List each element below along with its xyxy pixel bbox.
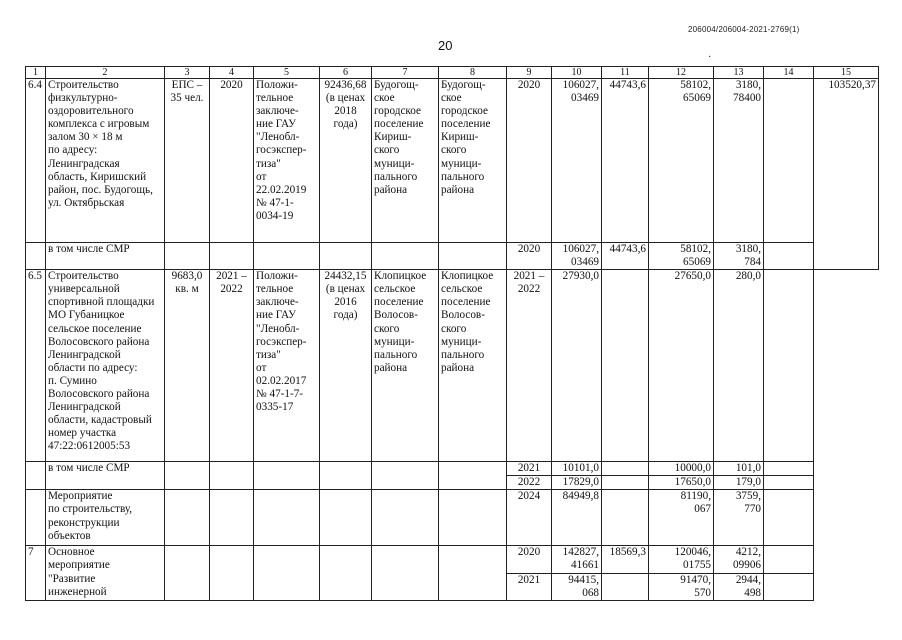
total: 17829,0 (552, 476, 602, 490)
smr-label: в том числе СМР (46, 462, 165, 490)
total: 84949,8 (552, 490, 602, 546)
object-name: Строительство универсальной спортивной площадки МО Губаницкое сельское поселение Волосовского района Ленинградской области по адресу: п. Сумино Волосовского района Ленинградской области, кадастровый номер участка 47:22:0612005:53 (46, 270, 165, 462)
finance-year: 2020 (507, 243, 552, 270)
federal: 18569,3 (602, 546, 649, 573)
expertise: Положи- тельное заключе- ние ГАУ "Ленобл- госэкспер- тиза" от 22.02.2019 № 47-1- 0034-19 (254, 79, 320, 243)
regional: 17650,0 (649, 476, 714, 490)
table-row (26, 546, 879, 573)
col-header: 12 (649, 67, 714, 79)
col-header: 14 (764, 67, 814, 79)
col-header: 13 (714, 67, 764, 79)
row-number: 6.4 (26, 79, 46, 243)
federal (602, 270, 649, 462)
local: 179,0 (714, 476, 764, 490)
finance-year: 2021 (507, 462, 552, 476)
owner: Клопицкое сельское поселение Волосов- ского муници- пального района (439, 270, 507, 462)
regional: 91470, 570 (649, 573, 714, 600)
expertise: Положи- тельное заключе- ние ГАУ "Ленобл- госэкспер- тиза" от 02.02.2017 № 47-1-7- 0335-17 (254, 270, 320, 462)
total: 106027, 03469 (552, 243, 602, 270)
total: 106027, 03469 (552, 79, 602, 243)
header-row (26, 67, 879, 79)
construction-years: 2021 – 2022 (210, 270, 254, 462)
regional: 58102, 65069 (649, 79, 714, 243)
finance-year: 2021 – 2022 (507, 270, 552, 462)
federal (602, 573, 649, 600)
customer: Клопицкое сельское поселение Волосов- ского муници- пального района (372, 270, 439, 462)
table-row (26, 243, 879, 270)
finance-year: 2020 (507, 79, 552, 243)
finance-year: 2020 (507, 546, 552, 573)
row-number: 6.5 (26, 270, 46, 462)
local: 101,0 (714, 462, 764, 476)
local: 3180, 784 (714, 243, 764, 270)
col-header: 8 (439, 67, 507, 79)
finance-year: 2021 (507, 573, 552, 600)
col-header: 11 (602, 67, 649, 79)
estimated-cost: 92436,68 (в ценах 2018 года) (320, 79, 372, 243)
total: 94415, 068 (552, 573, 602, 600)
speck: · (708, 52, 712, 63)
col-header: 6 (320, 67, 372, 79)
table-row (26, 490, 879, 546)
federal: 44743,6 (602, 243, 649, 270)
regional: 58102, 65069 (649, 243, 714, 270)
remainder: 103520,37 (814, 79, 879, 270)
document-id: 206004/206004-2021-2769(1) (688, 25, 800, 34)
col-header: 1 (26, 67, 46, 79)
regional: 27650,0 (649, 270, 714, 462)
smr-label: в том числе СМР (46, 243, 165, 270)
owner: Будогощ- ское городское поселение Кириш- ского муници- пального района (439, 79, 507, 243)
event-name: Основное мероприятие "Развитие инженерной (46, 546, 165, 600)
finance-year: 2022 (507, 476, 552, 490)
local: 2944, 498 (714, 573, 764, 600)
regional: 81190, 067 (649, 490, 714, 546)
row-number: 7 (26, 546, 46, 600)
object-name: Строительство физкультурно- оздоровительного комплекса с игровым залом 30 × 18 м по адресу: Ленинградская область, Киришский район, пос. Будогощь, ул. Октябрьская (46, 79, 165, 243)
col-header: 3 (165, 67, 210, 79)
col-header: 5 (254, 67, 320, 79)
col-header: 9 (507, 67, 552, 79)
col-header: 4 (210, 67, 254, 79)
regional: 10000,0 (649, 462, 714, 476)
program-table (25, 66, 879, 601)
local: 280,0 (714, 270, 764, 462)
federal: 44743,6 (602, 79, 649, 243)
total: 10101,0 (552, 462, 602, 476)
capacity: ЕПС – 35 чел. (165, 79, 210, 243)
total: 27930,0 (552, 270, 602, 462)
regional: 120046, 01755 (649, 546, 714, 573)
table-row (26, 79, 879, 243)
local: 4212, 09906 (714, 546, 764, 573)
local: 3759, 770 (714, 490, 764, 546)
construction-years: 2020 (210, 79, 254, 243)
col-header: 10 (552, 67, 602, 79)
other (764, 79, 814, 243)
event-name: Мероприятие по строительству, реконструкции объектов (46, 490, 165, 546)
local: 3180, 78400 (714, 79, 764, 243)
col-header: 7 (372, 67, 439, 79)
col-header: 2 (46, 67, 165, 79)
finance-year: 2024 (507, 490, 552, 546)
table-row (26, 462, 879, 476)
capacity: 9683,0 кв. м (165, 270, 210, 462)
col-header: 15 (814, 67, 879, 79)
page-number: 20 (438, 38, 453, 53)
table-row (26, 270, 879, 462)
total: 142827, 41661 (552, 546, 602, 573)
customer: Будогощ- ское городское поселение Кириш- ского муници- пального района (372, 79, 439, 243)
estimated-cost: 24432,15 (в ценах 2016 года) (320, 270, 372, 462)
